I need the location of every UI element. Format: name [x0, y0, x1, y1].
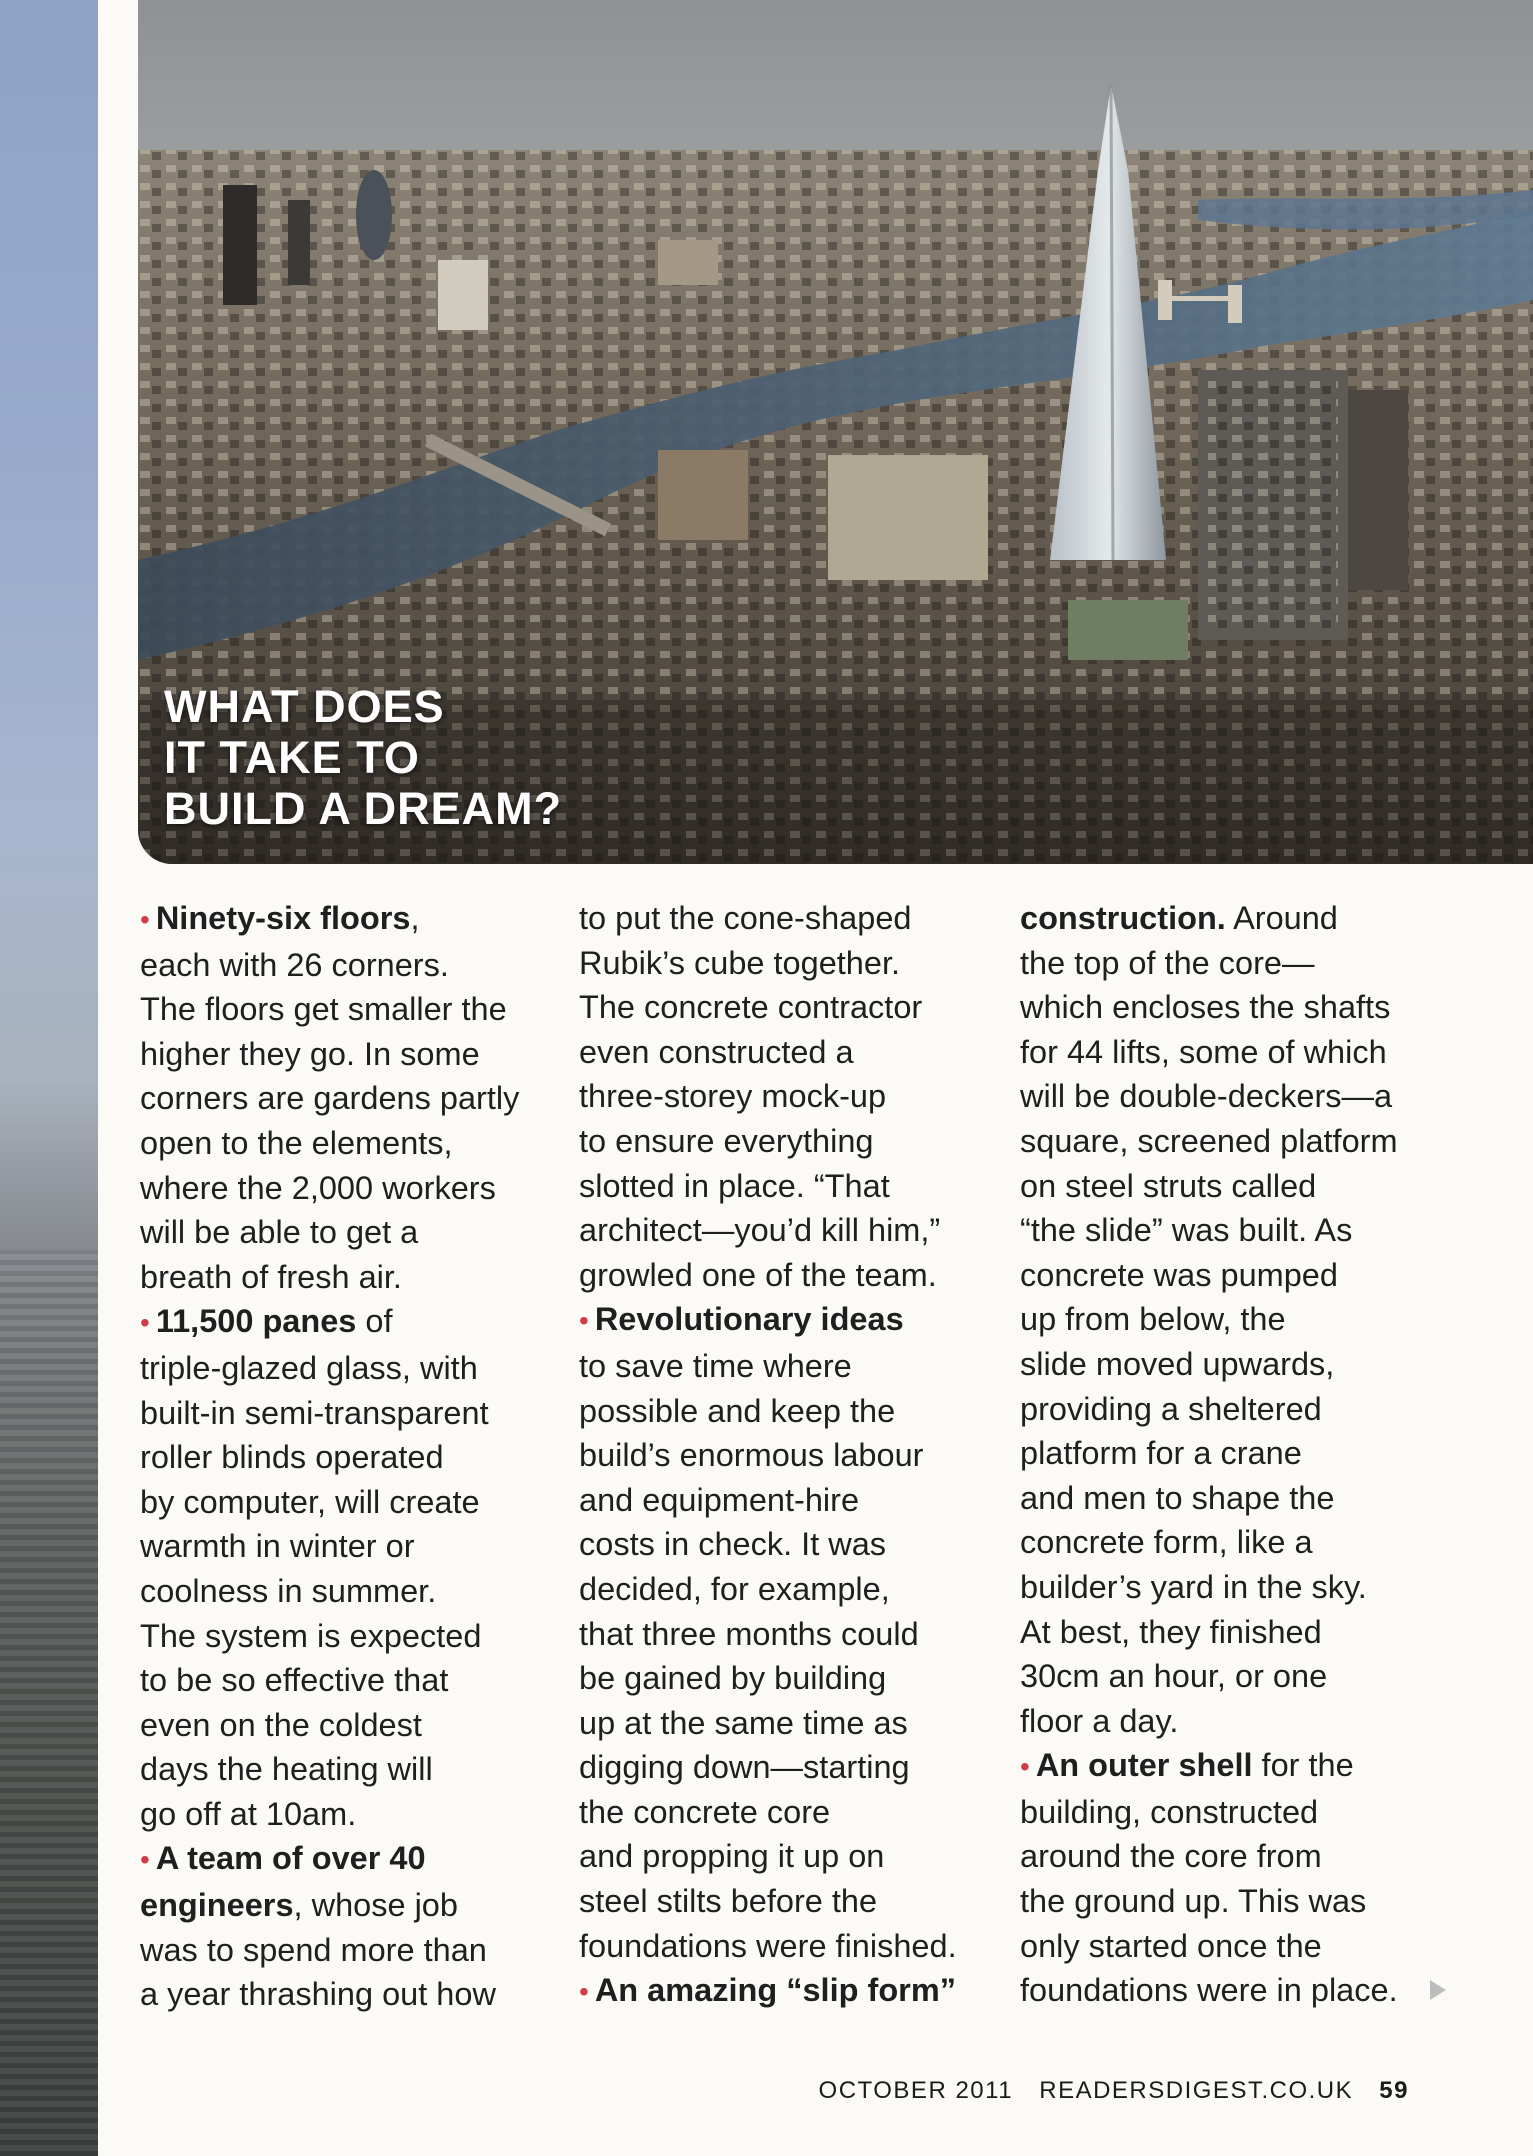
text-line — [140, 1883, 560, 1928]
text-line — [1020, 896, 1440, 941]
body-text: warmth in winter or — [140, 1528, 415, 1565]
body-text: Around — [1225, 900, 1338, 936]
text-line — [140, 1435, 560, 1480]
text-line — [1020, 1743, 1440, 1790]
body-text: architect—you’d kill him,” — [579, 1212, 941, 1249]
headline-line: IT TAKE TO — [164, 732, 420, 783]
text-line — [140, 1972, 560, 2017]
text-line — [140, 1792, 560, 1837]
bold-lead-text: Revolutionary ideas — [594, 1301, 904, 1338]
body-text: “the slide” was built. As — [1020, 1212, 1353, 1249]
text-line — [579, 1656, 999, 1701]
body-text: The floors get smaller the — [140, 991, 507, 1028]
body-text: for 44 lifts, some of which — [1020, 1033, 1387, 1070]
body-text: only started once the — [1020, 1927, 1322, 1964]
text-line — [1020, 1074, 1440, 1119]
body-text: concrete was pumped — [1020, 1256, 1338, 1293]
body-text: of — [356, 1303, 393, 1340]
body-text: builder’s yard in the sky. — [1020, 1568, 1367, 1605]
text-column-2 — [579, 896, 999, 2015]
bullet-icon: • — [579, 1976, 589, 2008]
text-line — [1020, 1208, 1440, 1253]
text-line — [140, 1836, 560, 1883]
body-text: , whose job — [293, 1887, 458, 1924]
text-line — [1020, 1431, 1440, 1476]
text-line — [579, 985, 999, 1030]
body-text: which encloses the shafts — [1020, 989, 1391, 1026]
body-text: decided, for example, — [579, 1570, 890, 1607]
text-line — [1020, 1610, 1440, 1655]
text-line — [1020, 1476, 1440, 1521]
body-text: 30cm an hour, or one — [1020, 1658, 1328, 1695]
text-line — [140, 1928, 560, 1973]
body-text: providing a sheltered — [1020, 1390, 1322, 1427]
text-line — [140, 1166, 560, 1211]
body-text: each with 26 corners. — [140, 946, 449, 983]
body-text: steel stilts before the — [579, 1883, 878, 1920]
text-line — [140, 1658, 560, 1703]
body-text: , — [410, 900, 420, 936]
body-text: platform for a crane — [1020, 1435, 1302, 1472]
text-line — [140, 1121, 560, 1166]
body-text: to be so effective that — [140, 1662, 449, 1699]
body-text: the top of the core— — [1020, 944, 1315, 981]
text-line — [579, 1567, 999, 1612]
body-text: that three months could — [579, 1615, 919, 1652]
text-line — [579, 1478, 999, 1523]
website: READERSDIGEST.CO.UK — [1039, 2077, 1354, 2104]
text-line — [140, 1032, 560, 1077]
body-text: will be double-deckers—a — [1020, 1078, 1393, 1115]
body-text: be gained by building — [579, 1660, 887, 1697]
text-line — [1020, 1342, 1440, 1387]
text-line — [1020, 1387, 1440, 1432]
text-line — [140, 1299, 560, 1346]
text-line — [579, 896, 999, 941]
text-line — [140, 1076, 560, 1121]
body-text: slotted in place. “That — [579, 1167, 890, 1204]
body-text: possible and keep the — [579, 1392, 896, 1429]
body-text: open to the elements, — [140, 1124, 453, 1161]
text-line — [1020, 1164, 1440, 1209]
text-line — [579, 1834, 999, 1879]
text-line — [579, 1297, 999, 1344]
text-line — [579, 1119, 999, 1164]
text-line — [140, 943, 560, 988]
body-text: up from below, the — [1020, 1301, 1286, 1338]
text-line — [579, 1924, 999, 1969]
body-text: At best, they finished — [1020, 1613, 1322, 1650]
body-text: even constructed a — [579, 1033, 854, 1070]
text-line — [140, 1346, 560, 1391]
body-text: and equipment-hire — [579, 1481, 860, 1518]
body-text: and propping it up on — [579, 1838, 885, 1875]
feature-headline — [164, 681, 562, 834]
text-line — [579, 1433, 999, 1478]
text-line — [140, 987, 560, 1032]
body-text: around the core from — [1020, 1838, 1322, 1875]
text-column-1 — [140, 896, 560, 2017]
text-line — [140, 1255, 560, 1300]
text-line — [1020, 1699, 1440, 1744]
body-text: The system is expected — [140, 1617, 482, 1654]
text-line — [579, 1745, 999, 1790]
text-line — [140, 1210, 560, 1255]
bullet-icon: • — [140, 1307, 150, 1339]
body-text: square, screened platform — [1020, 1122, 1398, 1159]
headline-line: WHAT DOES — [164, 681, 445, 732]
body-text: slide moved upwards, — [1020, 1345, 1335, 1382]
text-line — [579, 1790, 999, 1835]
text-line — [579, 941, 999, 986]
body-text: costs in check. It was — [579, 1526, 887, 1563]
body-text: coolness in summer. — [140, 1572, 437, 1609]
body-text: roller blinds operated — [140, 1439, 444, 1476]
text-line — [1020, 1030, 1440, 1075]
body-text: triple-glazed glass, with — [140, 1349, 478, 1386]
bullet-icon: • — [1020, 1751, 1030, 1783]
body-text: was to spend more than — [140, 1931, 487, 1968]
text-line — [579, 1164, 999, 1209]
body-text: The concrete contractor — [579, 989, 923, 1026]
text-line — [579, 1253, 999, 1298]
text-line — [579, 1612, 999, 1657]
headline-line: BUILD A DREAM? — [164, 783, 563, 834]
text-line — [1020, 1879, 1440, 1924]
bold-lead-text: construction. — [1020, 900, 1226, 936]
text-line — [140, 1391, 560, 1436]
adjacent-photo-strip — [0, 0, 98, 2156]
body-text: three-storey mock-up — [579, 1078, 887, 1115]
body-text: to ensure everything — [579, 1122, 874, 1159]
body-text: breath of fresh air. — [140, 1258, 402, 1295]
text-line — [579, 1701, 999, 1746]
text-line — [1020, 1834, 1440, 1879]
bullet-icon: • — [579, 1305, 589, 1337]
text-line — [140, 1614, 560, 1659]
body-text: build’s enormous labour — [579, 1437, 924, 1474]
page-footer — [819, 2077, 1409, 2105]
text-line — [140, 1703, 560, 1748]
body-text: even on the coldest — [140, 1706, 422, 1743]
body-text: on steel struts called — [1020, 1167, 1317, 1204]
text-line — [1020, 985, 1440, 1030]
text-line — [579, 1208, 999, 1253]
text-line — [140, 1524, 560, 1569]
text-line — [1020, 1119, 1440, 1164]
issue-date: OCTOBER 2011 — [818, 2077, 1014, 2104]
body-text: by computer, will create — [140, 1483, 480, 1520]
body-text: higher they go. In some — [140, 1035, 480, 1072]
hero-photo — [138, 0, 1533, 864]
bold-lead-text: An outer shell — [1035, 1747, 1253, 1784]
text-line — [140, 1747, 560, 1792]
body-text: building, constructed — [1020, 1793, 1319, 1830]
bullet-icon: • — [140, 1844, 150, 1876]
body-text: foundations were in place. — [1020, 1972, 1398, 2009]
body-text: will be able to get a — [140, 1214, 419, 1251]
page-number: 59 — [1379, 2077, 1409, 2104]
bold-lead-text: engineers — [140, 1887, 294, 1924]
text-line — [1020, 1790, 1440, 1835]
text-line — [140, 1569, 560, 1614]
text-line — [579, 1030, 999, 1075]
text-line — [140, 1480, 560, 1525]
text-column-3 — [1020, 896, 1440, 2013]
bullet-icon: • — [140, 904, 150, 935]
bold-lead-text: Ninety-six floors — [155, 900, 411, 936]
body-text: foundations were finished. — [579, 1927, 957, 1964]
body-text: up at the same time as — [579, 1704, 908, 1741]
text-line — [579, 1389, 999, 1434]
body-text: Rubik’s cube together. — [579, 944, 901, 981]
bold-lead-text: An amazing “slip form” — [594, 1972, 956, 2009]
text-line — [1020, 1565, 1440, 1610]
text-line — [1020, 1654, 1440, 1699]
body-text: the ground up. This was — [1020, 1883, 1367, 1920]
text-line — [579, 1074, 999, 1119]
body-text: corners are gardens partly — [140, 1080, 520, 1117]
body-text: to put the cone-shaped — [579, 900, 912, 936]
body-text: floor a day. — [1020, 1702, 1179, 1739]
text-line — [1020, 1968, 1440, 2013]
body-text: to save time where — [579, 1347, 852, 1384]
body-text: and men to shape the — [1020, 1479, 1335, 1516]
text-line — [579, 1968, 999, 2015]
bold-lead-text: A team of over 40 — [155, 1840, 426, 1877]
body-text: days the heating will — [140, 1751, 433, 1788]
body-text: built-in semi-transparent — [140, 1394, 489, 1431]
text-line — [140, 896, 560, 943]
text-line — [1020, 941, 1440, 986]
text-line — [1020, 1520, 1440, 1565]
text-line — [579, 1344, 999, 1389]
text-line — [1020, 1253, 1440, 1298]
play-triangle-icon — [1430, 1980, 1446, 2000]
bold-lead-text: 11,500 panes — [155, 1303, 357, 1340]
body-text: the concrete core — [579, 1793, 831, 1830]
body-text: digging down—starting — [579, 1749, 910, 1786]
body-text: a year thrashing out how — [140, 1976, 496, 2013]
body-text: concrete form, like a — [1020, 1524, 1313, 1561]
text-line — [579, 1522, 999, 1567]
body-text: growled one of the team. — [579, 1256, 937, 1293]
body-text: go off at 10am. — [140, 1795, 357, 1832]
text-line — [1020, 1924, 1440, 1969]
body-text: where the 2,000 workers — [140, 1169, 496, 1206]
text-line — [1020, 1297, 1440, 1342]
text-line — [579, 1879, 999, 1924]
body-text: for the — [1252, 1747, 1354, 1784]
